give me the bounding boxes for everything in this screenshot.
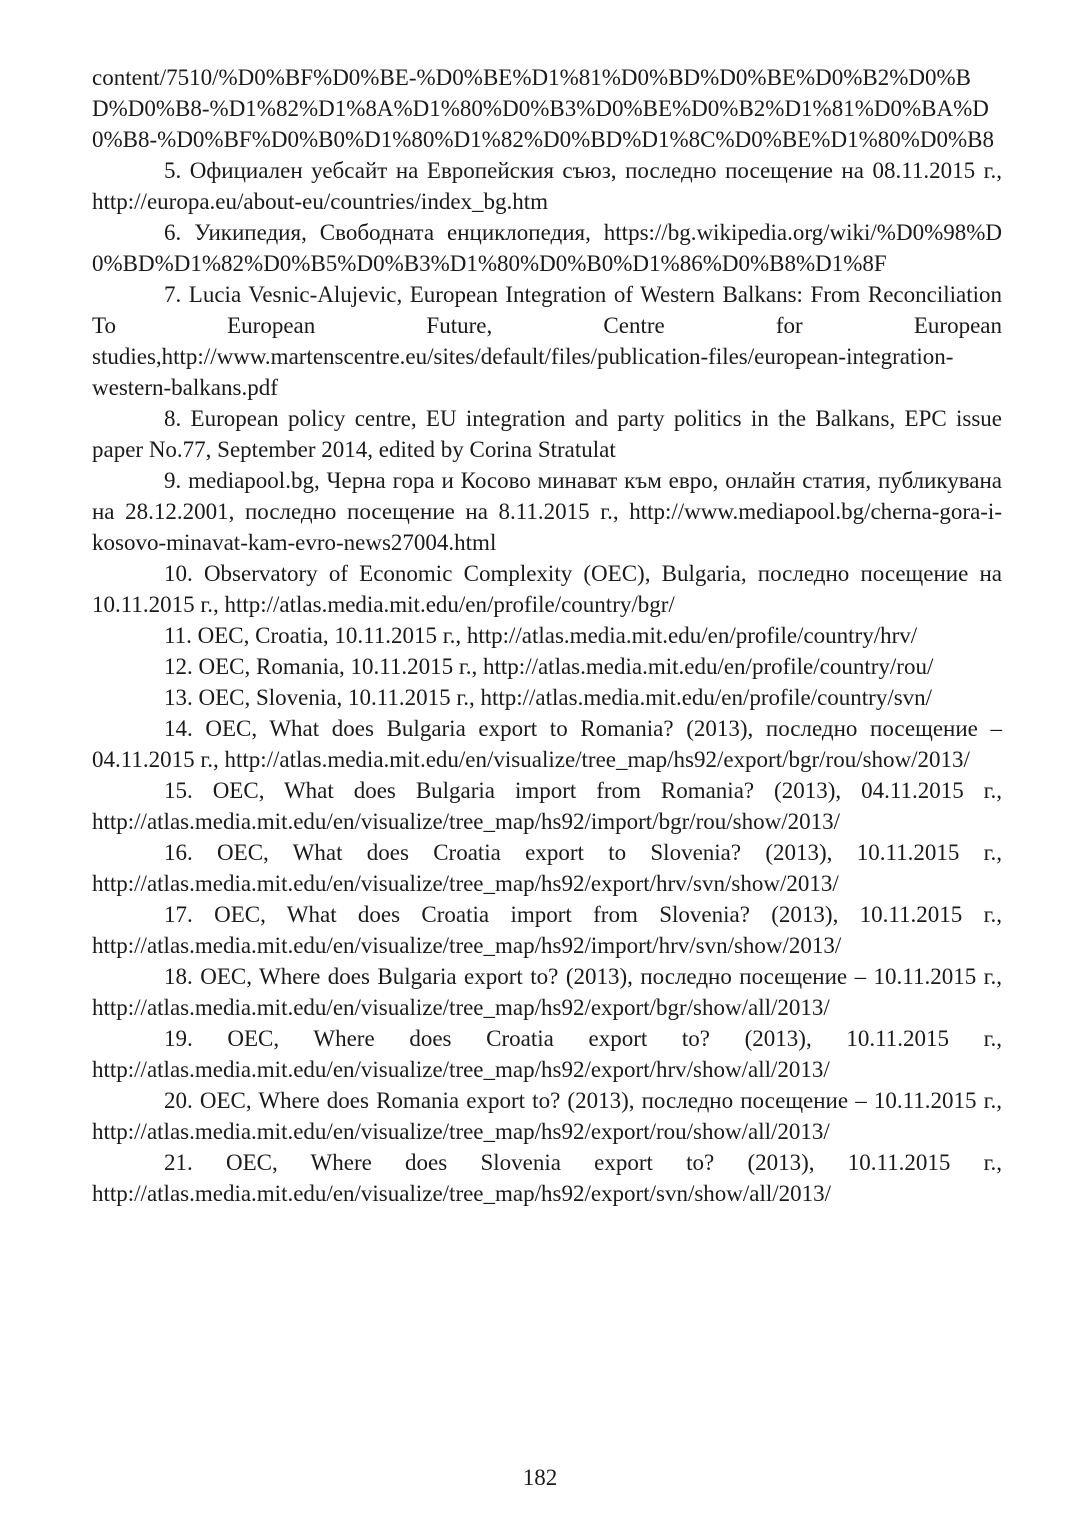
reference-19: 19. OEC, Where does Croatia export to? (2013), 10.11.2015 г., http://atlas.media.mit.edu/en/visualize/tree_map/hs92/export/hrv/show/all/2013/: [92, 1026, 1002, 1082]
reference-10: 10. Observatory of Economic Complexity (OEC), Bulgaria, последно посещение на 10.11.2015 г., http://atlas.media.mit.edu/en/profile/country/bgr/: [92, 561, 1002, 617]
reference-continuation: content/7510/%D0%BF%D0%BE-%D0%BE%D1%81%D0%BD%D0%BE%D0%B2%D0%BD%D0%B8-%D1%82%D1%8A%D1%80%D0%B3%D0%BE%D0%B2%D1%81%D0%BA%D0%B8-%D0%BF%D0%B0%D1%80%D1%82%D0%BD%D1%8C%D0%BE%D1%80%D0%B8: [92, 65, 995, 152]
reference-11: 11. OEC, Croatia, 10.11.2015 г., http://atlas.media.mit.edu/en/profile/country/hrv/: [164, 623, 918, 648]
references-list: [92, 62, 1002, 1209]
reference-9: 9. mediapool.bg, Черна гора и Косово минават към евро, онлайн статия, публикувана на 28.12.2001, последно посещение на 8.11.2015 г., http://www.mediapool.bg/cherna-gora-i-kosovo-minavat-kam-evro-news27004.html: [92, 468, 1002, 555]
reference-8: 8. European policy centre, EU integration and party politics in the Balkans, EPC issue paper No.77, September 2014, edited by Corina Stratulat: [92, 406, 1002, 462]
page-number: 182: [522, 1465, 558, 1490]
reference-14: 14. OEC, What does Bulgaria export to Romania? (2013), последно посещение – 04.11.2015 г., http://atlas.media.mit.edu/en/visualize/tree_map/hs92/export/bgr/rou/show/2013/: [92, 716, 1002, 772]
reference-12: 12. OEC, Romania, 10.11.2015 г., http://atlas.media.mit.edu/en/profile/country/rou/: [164, 654, 934, 679]
reference-21: 21. OEC, Where does Slovenia export to? (2013), 10.11.2015 г., http://atlas.media.mit.edu/en/visualize/tree_map/hs92/export/svn/show/all/2013/: [92, 1150, 1002, 1206]
reference-20: 20. OEC, Where does Romania export to? (2013), последно посещение – 10.11.2015 г., http://atlas.media.mit.edu/en/visualize/tree_map/hs92/export/rou/show/all/2013/: [92, 1088, 1002, 1144]
reference-15: 15. OEC, What does Bulgaria import from Romania? (2013), 04.11.2015 г., http://atlas.media.mit.edu/en/visualize/tree_map/hs92/import/bgr/rou/show/2013/: [92, 778, 1002, 834]
reference-13: 13. OEC, Slovenia, 10.11.2015 г., http://atlas.media.mit.edu/en/profile/country/svn/: [164, 685, 933, 710]
reference-5: 5. Официален уебсайт на Европейския съюз, последно посещение на 08.11.2015 г., http://europa.eu/about-eu/countries/index_bg.htm: [92, 158, 1002, 214]
reference-18: 18. OEC, Where does Bulgaria export to? (2013), последно посещение – 10.11.2015 г., http://atlas.media.mit.edu/en/visualize/tree_map/hs92/export/bgr/show/all/2013/: [92, 964, 1002, 1020]
reference-7: 7. Lucia Vesnic-Alujevic, European Integration of Western Balkans: From Reconciliation To European Future, Centre for European studies,http://www.martenscentre.eu/sites/default/files/publication-files/european-integration-western-balkans.pdf: [92, 282, 1002, 400]
reference-16: 16. OEC, What does Croatia export to Slovenia? (2013), 10.11.2015 г., http://atlas.media.mit.edu/en/visualize/tree_map/hs92/export/hrv/svn/show/2013/: [92, 840, 1002, 896]
reference-17: 17. OEC, What does Croatia import from Slovenia? (2013), 10.11.2015 г., http://atlas.media.mit.edu/en/visualize/tree_map/hs92/import/hrv/svn/show/2013/: [92, 902, 1002, 958]
reference-6: 6. Уикипедия, Свободната енциклопедия, https://bg.wikipedia.org/wiki/%D0%98%D 0%BD%D1%82%D0%B5%D0%B3%D1%80%D0%B0%D1%86%D0%B8%D1%8F: [92, 220, 1002, 276]
